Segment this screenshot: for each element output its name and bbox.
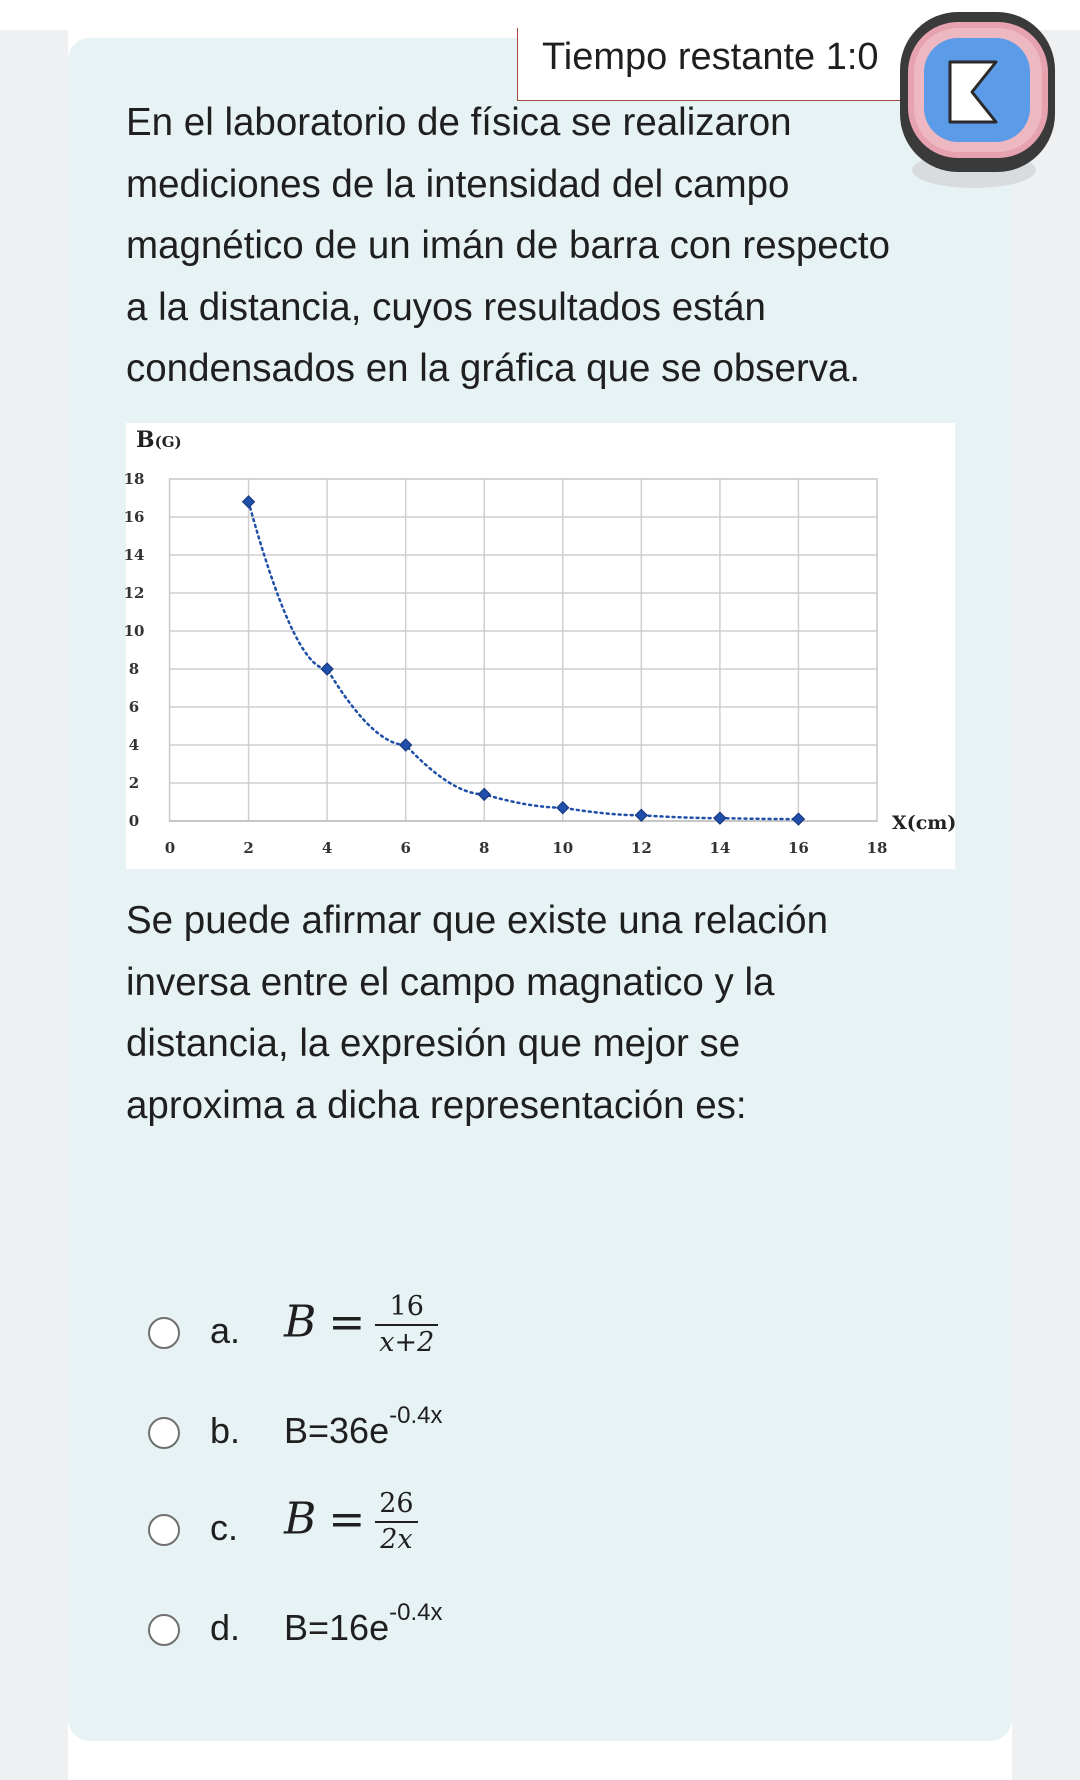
data-point	[557, 802, 569, 814]
question-line: mediciones de la intensidad del campo	[126, 162, 790, 206]
y-axis-label: B(G)	[136, 427, 182, 453]
fraction-denominator: x+2	[379, 1327, 435, 1358]
question-line: aproxima a dicha representación es:	[126, 1083, 747, 1127]
option-formula	[284, 1402, 443, 1452]
question-line: En el laboratorio de física se realizaron	[126, 101, 792, 144]
y-tick-label: 14	[123, 546, 145, 564]
timer-box	[517, 28, 918, 101]
question-text-prompt	[126, 890, 956, 1136]
question-text-intro	[126, 92, 956, 400]
formula-lhs: B	[284, 1296, 317, 1348]
y-tick-label: 6	[128, 698, 140, 716]
option-d[interactable]	[146, 1590, 846, 1680]
question-line: condensados en la gráfica que se observa.	[126, 347, 861, 390]
y-tick-label: 0	[128, 812, 140, 830]
x-axis-label: X(cm)	[892, 812, 957, 834]
x-tick-label: 6	[400, 839, 411, 857]
y-tick-label: 10	[123, 622, 145, 640]
x-tick-label: 12	[630, 839, 652, 857]
formula-equals: =	[328, 1296, 366, 1348]
formula-fraction	[375, 1290, 438, 1360]
data-point	[321, 663, 333, 675]
data-point	[714, 812, 726, 824]
option-letter: a.	[210, 1310, 241, 1351]
data-point	[635, 809, 647, 821]
timer-label: Tiempo restante 1:0	[542, 36, 879, 78]
question-line: inversa entre el campo magnatico y la	[126, 960, 775, 1004]
formula-fraction	[375, 1487, 417, 1557]
x-tick-label: 4	[321, 839, 333, 857]
y-tick-label: 18	[123, 470, 145, 488]
option-formula	[284, 1487, 418, 1557]
plot-area	[170, 479, 877, 821]
x-tick-label: 14	[709, 839, 731, 857]
page-margin-right	[1012, 30, 1080, 1780]
trendline	[249, 502, 799, 819]
x-tick-label: 16	[788, 839, 809, 857]
option-letter: b.	[210, 1410, 241, 1451]
formula-equals: =	[328, 1493, 366, 1545]
page-margin-left	[0, 30, 68, 1780]
option-c[interactable]	[146, 1487, 846, 1577]
option-b[interactable]	[146, 1393, 846, 1483]
formula-exponent: -0.4x	[389, 1599, 443, 1626]
y-tick-label: 4	[128, 736, 140, 754]
y-tick-label: 8	[128, 660, 140, 678]
y-tick-label: 16	[123, 508, 145, 526]
x-tick-label: 10	[552, 839, 574, 857]
formula-base: B=36e	[284, 1410, 390, 1451]
radio-button[interactable]	[148, 1317, 180, 1349]
x-tick-label: 18	[866, 839, 888, 857]
formula-lhs: B	[284, 1493, 317, 1545]
question-line: magnético de un imán de barra con respecto	[126, 224, 891, 267]
option-formula	[284, 1290, 438, 1360]
data-point	[478, 788, 490, 800]
formula-exponent: -0.4x	[389, 1402, 443, 1429]
question-line: distancia, la expresión que mejor se	[126, 1022, 741, 1065]
fraction-numerator: 16	[375, 1290, 438, 1326]
radio-button[interactable]	[148, 1514, 180, 1546]
formula-base: B=16e	[284, 1607, 390, 1648]
option-letter: d.	[210, 1607, 241, 1648]
option-a[interactable]	[146, 1290, 846, 1380]
radio-button[interactable]	[148, 1417, 180, 1449]
data-point	[243, 496, 255, 508]
x-tick-label: 2	[243, 839, 254, 857]
question-line: a la distancia, cuyos resultados están	[126, 285, 766, 329]
chart-image	[123, 423, 957, 869]
x-tick-label: 0	[164, 839, 176, 857]
option-formula	[284, 1599, 443, 1649]
fraction-numerator: 26	[375, 1487, 417, 1523]
fraction-denominator: 2x	[380, 1524, 413, 1555]
magnetic-field-chart	[123, 423, 957, 869]
y-tick-label: 12	[123, 584, 145, 602]
data-point	[792, 813, 804, 825]
question-line: Se puede afirmar que existe una relación	[126, 899, 828, 942]
y-tick-label: 2	[128, 774, 140, 792]
radio-button[interactable]	[148, 1614, 180, 1646]
option-letter: c.	[210, 1507, 239, 1548]
x-tick-label: 8	[479, 839, 490, 857]
